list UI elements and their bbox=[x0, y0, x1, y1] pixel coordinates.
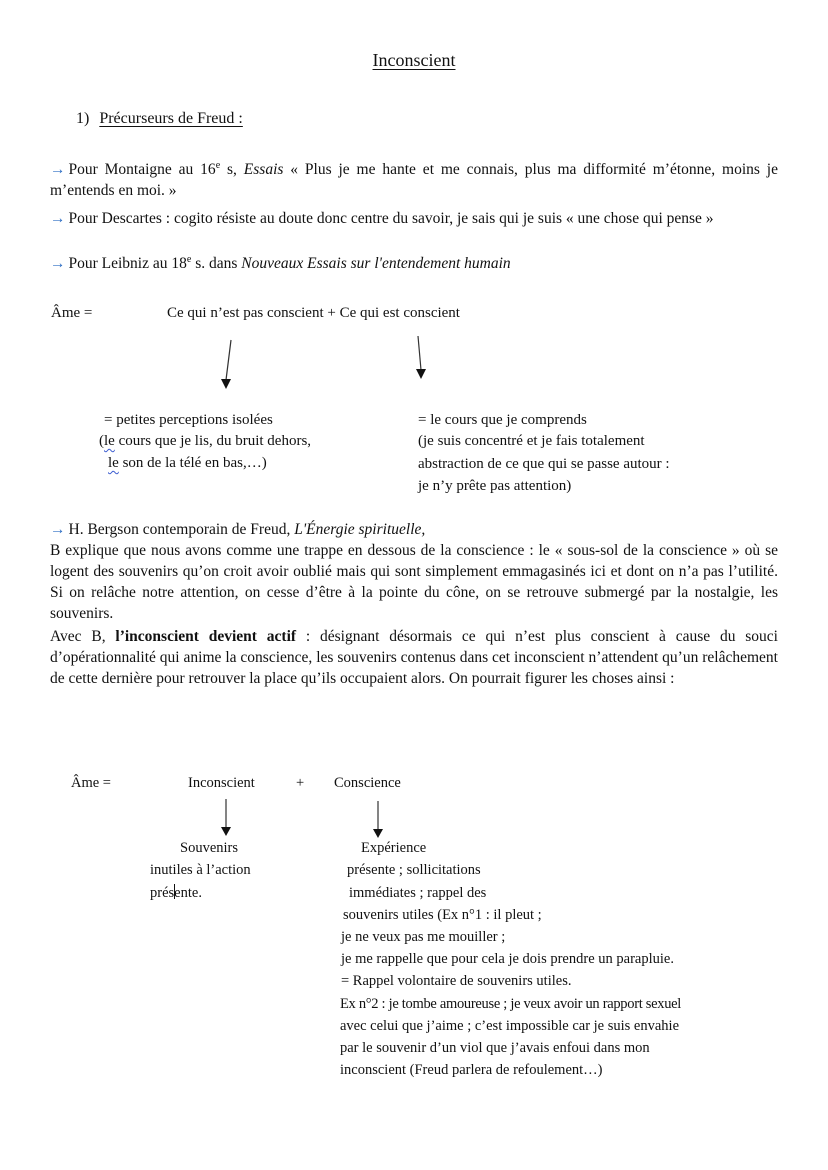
plus-sign: + bbox=[296, 775, 305, 791]
ame-label: Âme = bbox=[71, 775, 111, 791]
page-title: Inconscient bbox=[372, 50, 456, 70]
emphasis: l’inconscient devient actif bbox=[115, 628, 297, 645]
conscience-head: Conscience bbox=[334, 775, 401, 791]
arrow-down-icon bbox=[221, 340, 231, 389]
paren: ( bbox=[99, 433, 104, 449]
conscience-line-4: souvenirs utiles (Ex n°1 : il pleut ; bbox=[343, 907, 542, 923]
conscious-line-3: abstraction de ce que qui se passe autour : bbox=[418, 456, 670, 472]
inconscient-line-2: inutiles à l’action bbox=[150, 862, 251, 878]
descartes-paragraph bbox=[50, 208, 778, 229]
conscience-line-6: je me rappelle que pour cela je dois prendre un parapluie. bbox=[341, 951, 674, 967]
ame-formula: Ce qui n’est pas conscient + Ce qui est conscient bbox=[167, 305, 460, 321]
leibniz-text-mid: s. dans bbox=[191, 255, 242, 273]
ame-label: Âme = bbox=[51, 305, 93, 321]
work-title: L'Énergie spirituelle, bbox=[294, 521, 426, 538]
montaigne-paragraph bbox=[50, 155, 778, 201]
conscience-line-2: présente ; sollicitations bbox=[347, 862, 481, 878]
superscript: e bbox=[215, 160, 221, 171]
arrow-right-icon: → bbox=[50, 521, 66, 538]
superscript: e bbox=[186, 254, 192, 265]
arrow-down-icon bbox=[416, 336, 426, 379]
leibniz-paragraph bbox=[50, 249, 778, 274]
arrow-right-icon: → bbox=[50, 255, 66, 273]
bergson-active-paragraph bbox=[50, 626, 778, 689]
arrow-right-icon: → bbox=[50, 161, 66, 179]
spellcheck-word: le bbox=[108, 455, 119, 471]
para-text: : désignant désormais ce qui n’est plus conscient à cause du souci d’opérationnalité qui anime la conscience, les souvenirs contenus dans cet inconscient n’attendent qu’un relâchement de cette dernière pour retrouver la place qu’ils occupaient alors. On pourrait figurer les choses ainsi : bbox=[50, 628, 778, 687]
arrow-right-icon: → bbox=[50, 210, 66, 227]
section-title: Précurseurs de Freud : bbox=[99, 110, 243, 127]
conscious-line-1: = le cours que je comprends bbox=[418, 412, 587, 428]
arrow-down-icon bbox=[373, 801, 383, 838]
descartes-text: Pour Descartes : cogito résiste au doute donc centre du savoir, je sais qui je suis « une chose qui pense » bbox=[68, 210, 714, 227]
leibniz-text: Pour Leibniz au 18 bbox=[68, 255, 187, 273]
conscience-line-10: par le souvenir d’un viol que j’avais enfoui dans mon bbox=[340, 1040, 650, 1056]
montaigne-text: Pour Montaigne au 16 bbox=[68, 161, 216, 179]
spellcheck-word: le bbox=[104, 433, 115, 449]
unconscious-line-1: = petites perceptions isolées bbox=[104, 412, 273, 428]
inconscient-line-3 bbox=[150, 882, 202, 905]
inconscient-head: Inconscient bbox=[188, 775, 255, 791]
unconscious-line-2 bbox=[99, 431, 311, 452]
conscience-line-1: Expérience bbox=[361, 840, 427, 856]
bergson-intro: H. Bergson contemporain de Freud, bbox=[68, 521, 295, 538]
inconscient-line-1: Souvenirs bbox=[180, 840, 238, 856]
conscience-line-7: = Rappel volontaire de souvenirs utiles. bbox=[341, 973, 572, 989]
work-title: Nouveaux Essais sur l'entendement humain bbox=[241, 255, 511, 273]
unconscious-text: cours que je lis, du bruit dehors, bbox=[118, 433, 312, 449]
para-text: Avec B, bbox=[50, 628, 116, 645]
section-heading bbox=[76, 110, 243, 128]
montaigne-quote: « Plus je me hante et me connais, plus ma difformité m’étonne, moins je m’entends en moi. » bbox=[50, 161, 778, 200]
conscious-line-4: je n’y prête pas attention) bbox=[418, 478, 572, 494]
section-number: 1) bbox=[76, 110, 90, 127]
conscious-line-2: (je suis concentré et je fais totalement bbox=[418, 433, 645, 449]
arrow-down-icon bbox=[221, 799, 231, 836]
work-title: Essais bbox=[243, 161, 284, 179]
conscience-line-3: immédiates ; rappel des bbox=[349, 885, 487, 901]
text-part: prés bbox=[150, 885, 175, 901]
conscience-line-9: avec celui que j’aime ; c’est impossible car je suis envahie bbox=[340, 1018, 680, 1034]
conscience-line-5: je ne veux pas me mouiller ; bbox=[341, 929, 506, 945]
conscience-line-11: inconscient (Freud parlera de refoulement…) bbox=[340, 1062, 603, 1078]
montaigne-text-mid: s, bbox=[220, 161, 244, 179]
text-part: ente. bbox=[174, 885, 202, 901]
bergson-paragraph: B explique que nous avons comme une trappe en dessous de la conscience : le « sous-sol de la conscience » où se logent des souvenirs qu’on croit avoir oublié mais qui sont simplement emmagasinés ici et dont on n’a pas l’utilité. Si on relâche notre attention, on cesse d’être à la pointe du cône, on se retrouve submergé par la nostalgie, les souvenirs. bbox=[50, 542, 778, 622]
unconscious-line-3 bbox=[108, 453, 267, 474]
bergson-heading bbox=[50, 519, 778, 540]
conscience-line-8: Ex n°2 : je tombe amoureuse ; je veux avoir un rapport sexuel bbox=[340, 996, 682, 1012]
unconscious-text: son de la télé en bas,…) bbox=[122, 455, 267, 471]
